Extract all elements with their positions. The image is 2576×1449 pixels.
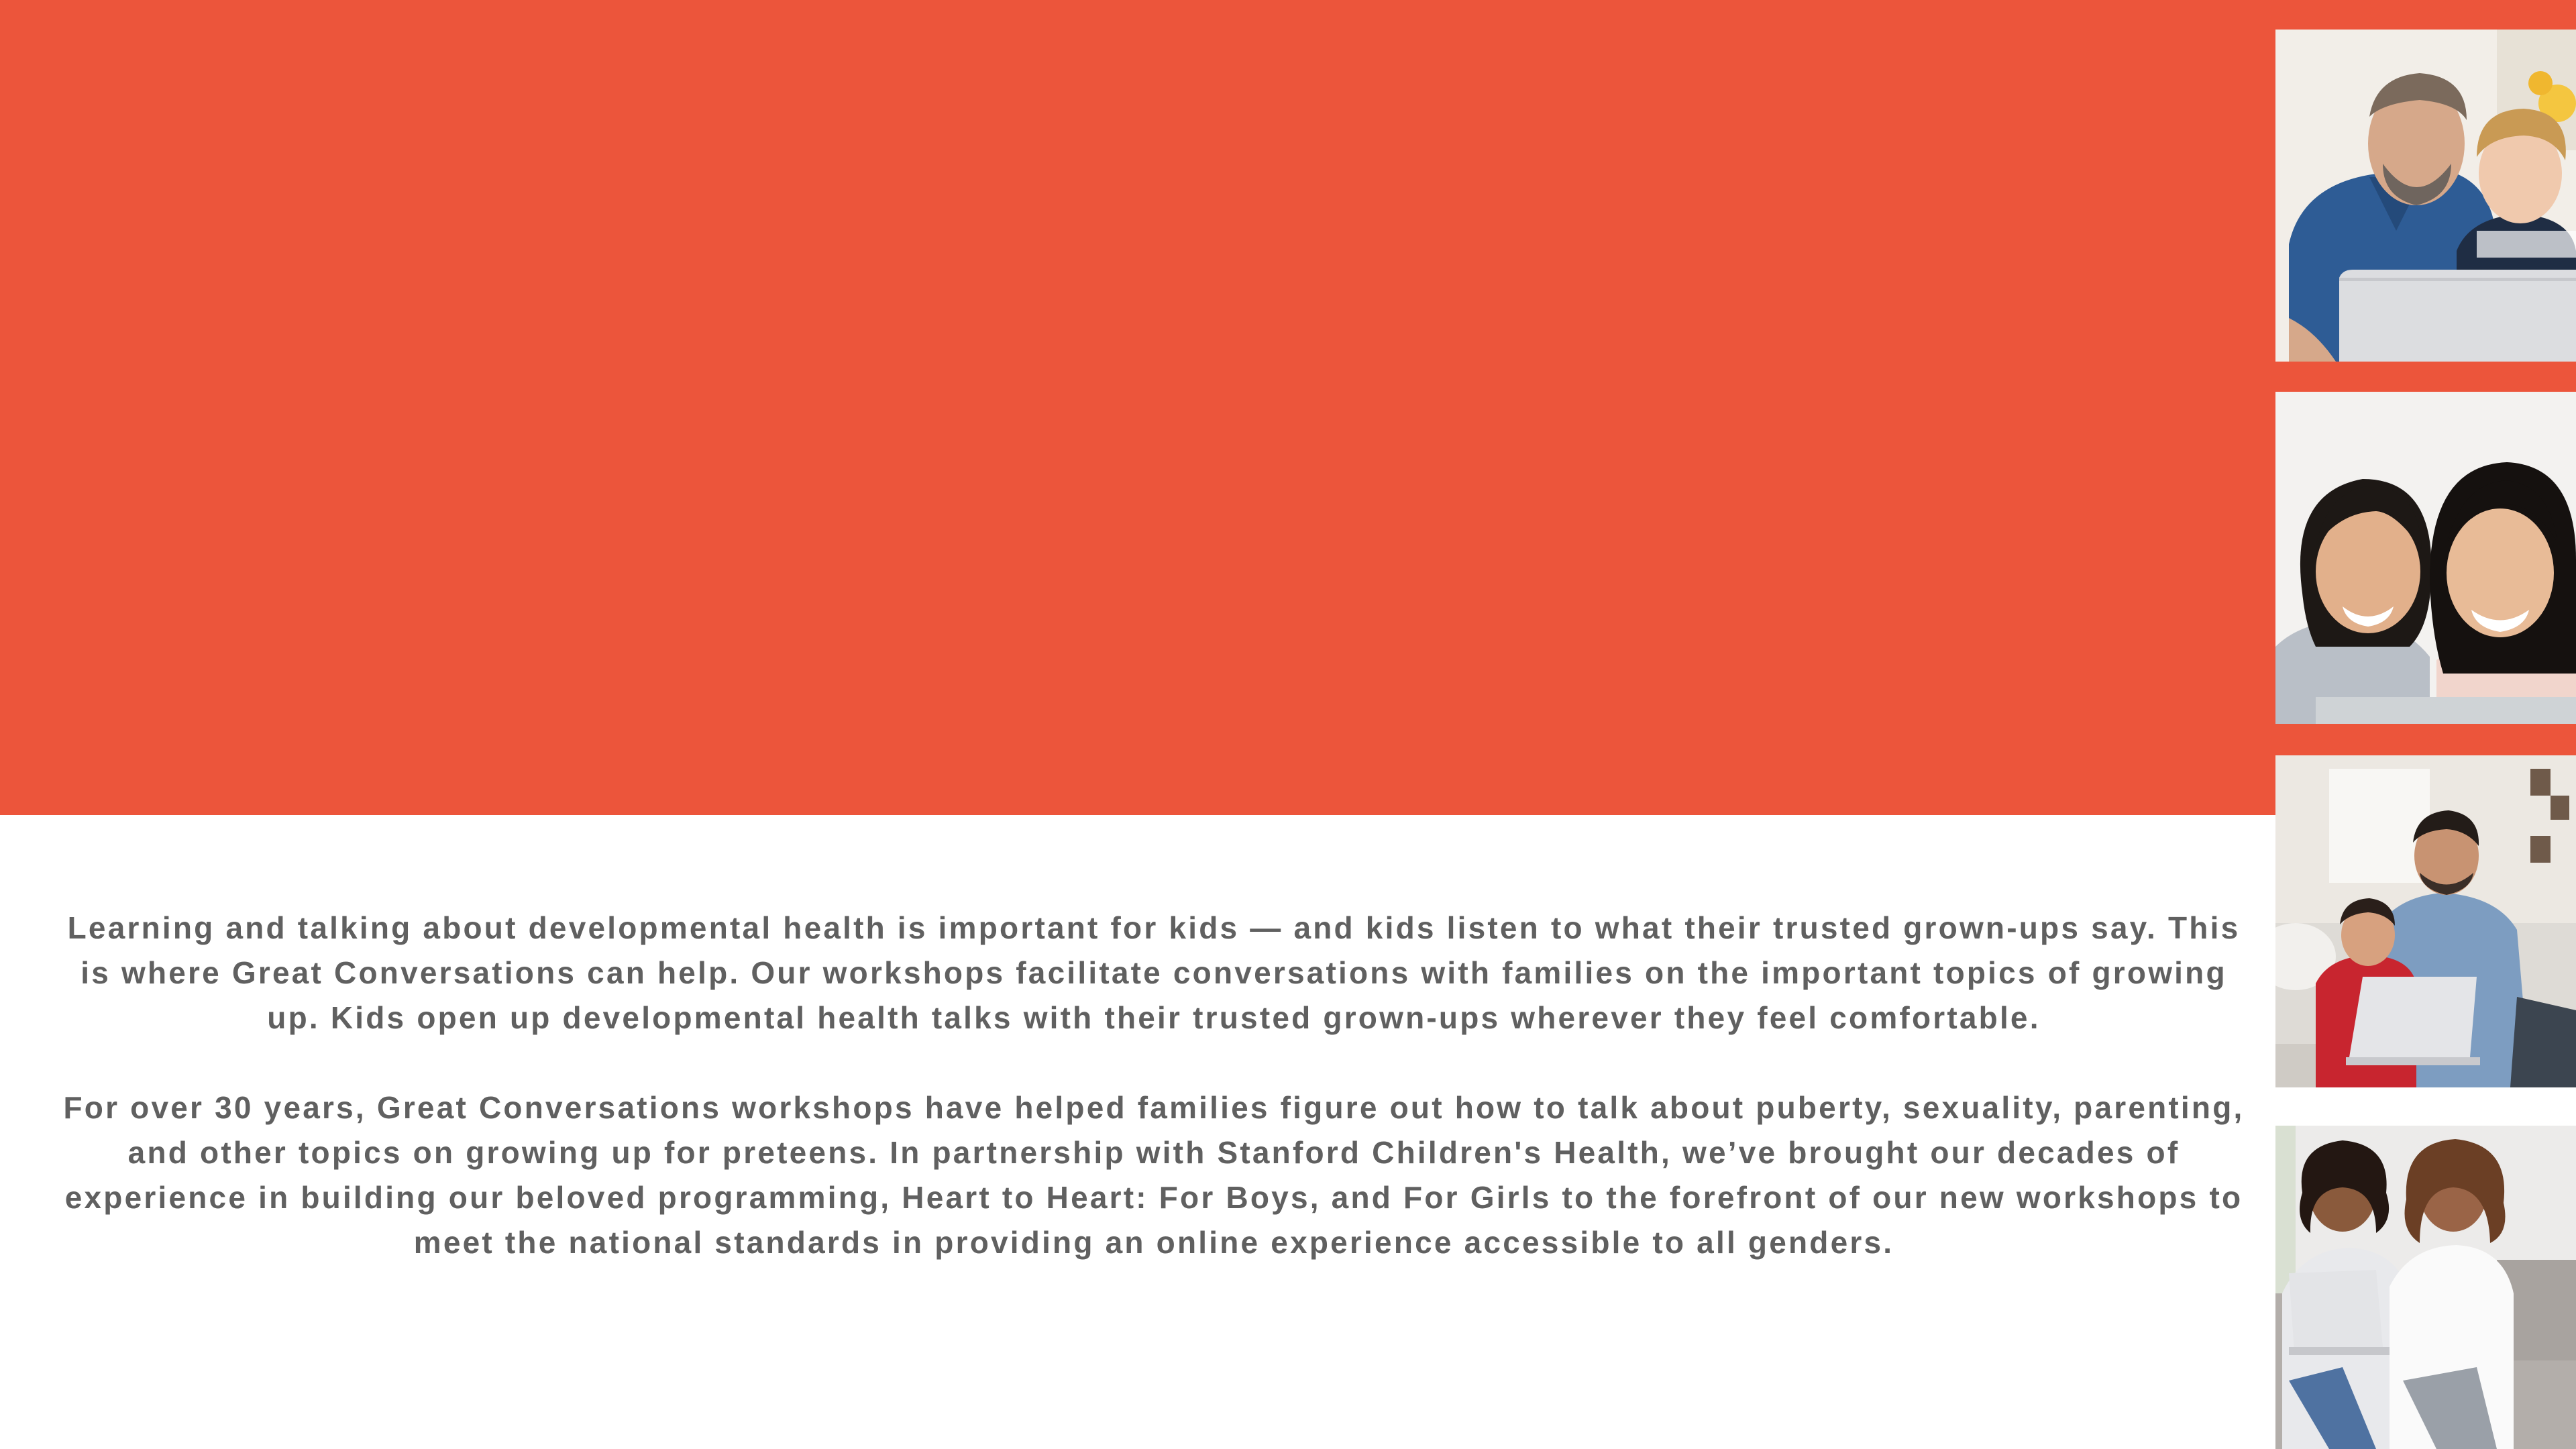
photo-girls-sofa-laptop-image: [2275, 1126, 2576, 1449]
photo-father-son-laptop-image: [2275, 30, 2576, 362]
photo-father-son-laptop: [2275, 30, 2576, 362]
photo-column: [2275, 0, 2576, 1449]
photo-father-son-sofa-laptop-image: [2275, 755, 2576, 1087]
photo-girls-sofa-laptop: [2275, 1126, 2576, 1449]
photo-mother-daughter-laptop-image: [2275, 392, 2576, 724]
intro-section: [54, 906, 2254, 1265]
photo-father-son-sofa-laptop: [2275, 755, 2576, 1087]
intro-paragraph: For over 30 years, Great Conversations workshops have helped families figure out how to talk about puberty, sexuality, parenting, and other topics on growing up for preteens. In partnership with Stanford Children's Health, we’ve brought our decades of experience in building our beloved programming, Heart to Heart: For Boys, and For Girls to the forefront of our new workshops to meet the national standards in providing an online experience accessible to all genders.: [63, 1090, 2245, 1260]
intro-paragraph: Learning and talking about developmental health is important for kids — and kids listen to what their trusted grown-ups say. This is where Great Conversations can help. Our workshops facilitate conversations with families on the important topics of growing up. Kids open up developmental health talks with their trusted grown-ups wherever they feel comfortable.: [67, 910, 2241, 1035]
photo-mother-daughter-laptop: [2275, 392, 2576, 724]
